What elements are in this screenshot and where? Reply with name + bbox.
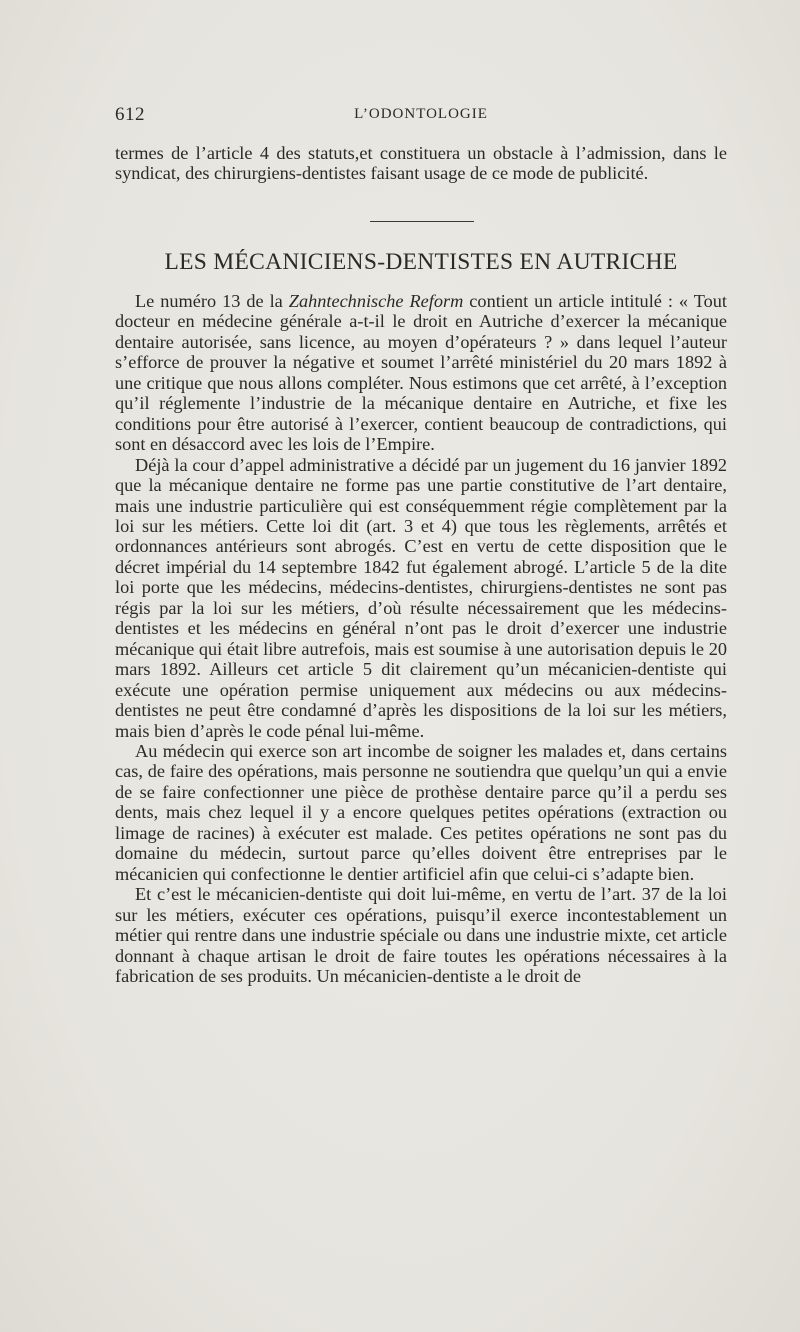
paragraph-3: Au médecin qui exerce son art incombe de soigner les malades et, dans certains cas, de faire des opérations, mais personne ne soutiendra que quelqu’un qui a envie de se faire confectionner une pièce de prothèse dentaire parce qu’il a perdu ses dents, mais chez lequel il y a encore quelques petites opérations (extraction ou limage de racines) à exécuter est malade. Ces petites opérations ne sont pas du domaine du médecin, surtout parce qu’elles doivent être entreprises par le mécanicien qui confectionne le dentier artificiel afin que celui-ci s’adapte bien. — [115, 740, 727, 884]
article-body — [115, 291, 727, 986]
paragraph-1 — [115, 291, 727, 455]
section-divider — [370, 221, 474, 222]
paragraph-1-lead: Le numéro 13 de la — [135, 291, 289, 311]
page-number: 612 — [115, 104, 145, 125]
article-title: LES MÉCANICIENS-DENTISTES EN AUTRICHE — [164, 249, 678, 275]
paragraph-1-rest: contient un article intitulé : « Tout docteur en médecine générale a-t-il le droit en Autriche d’exercer la mécanique dentaire autorisée, sans licence, au moyen d’opérateurs ? » dans lequel l’auteur s’efforce de prouver la négative et soumet l’arrêté ministériel du 20 mars 1892 à une critique que nous allons compléter. Nous estimons que cet arrêté, à l’exception qu’il réglemente l’industrie de la mécanique dentaire en Autriche, et fixe les conditions pour être autorisé à l’exercer, contient beaucoup de contradictions, qui sont en désaccord avec les lois de l’Empire. — [115, 291, 727, 455]
page-header — [115, 104, 727, 132]
paragraph-4: Et c’est le mécanicien-dentiste qui doit lui-même, en vertu de l’art. 37 de la loi sur les métiers, exécuter ces opérations, puisqu’il exerce incontestablement un métier qui rentre dans une industrie spéciale ou dans une industrie mixte, cet article donnant à chaque artisan le droit de faire toutes les opérations nécessaires à la fabrication de ses produits. Un mécanicien-dentiste a le droit de — [115, 884, 727, 986]
continuation-paragraph: termes de l’article 4 des statuts,et constituera un obstacle à l’admission, dans le syndicat, des chirurgiens-dentistes faisant usage de ce mode de publicité. — [115, 143, 727, 184]
paragraph-2: Déjà la cour d’appel administrative a décidé par un jugement du 16 janvier 1892 que la mécanique dentaire ne forme pas une partie constitutive de l’art dentaire, mais une industrie particulière qui est conséquemment régie complètement par la loi sur les métiers. Cette loi dit (art. 3 et 4) que tous les règlements, arrêtés et ordonnances antérieurs sont abrogés. C’est en vertu de cette disposition que le décret impérial du 14 septembre 1842 fut également abrogé. L’article 5 de la dite loi porte que les médecins, médecins-dentistes, chirurgiens-dentistes ne sont pas régis par la loi sur les métiers, d’où résulte nécessairement que les médecins-dentistes et les médecins en général n’ont pas le droit d’exercer une industrie mécanique qui était libre autrefois, mais est soumise à une autorisation depuis le 20 mars 1892. Ailleurs cet article 5 dit clairement qu’un mécanicien-dentiste qui exécute une opération permise uniquement aux médecins ou aux médecins-dentistes ne peut être condamné d’après les dispositions de la loi sur les métiers, mais bien d’après le code pénal lui-même. — [115, 454, 727, 741]
journal-title: Zahntechnische Reform — [288, 291, 464, 311]
running-head: L’ODONTOLOGIE — [354, 106, 488, 122]
